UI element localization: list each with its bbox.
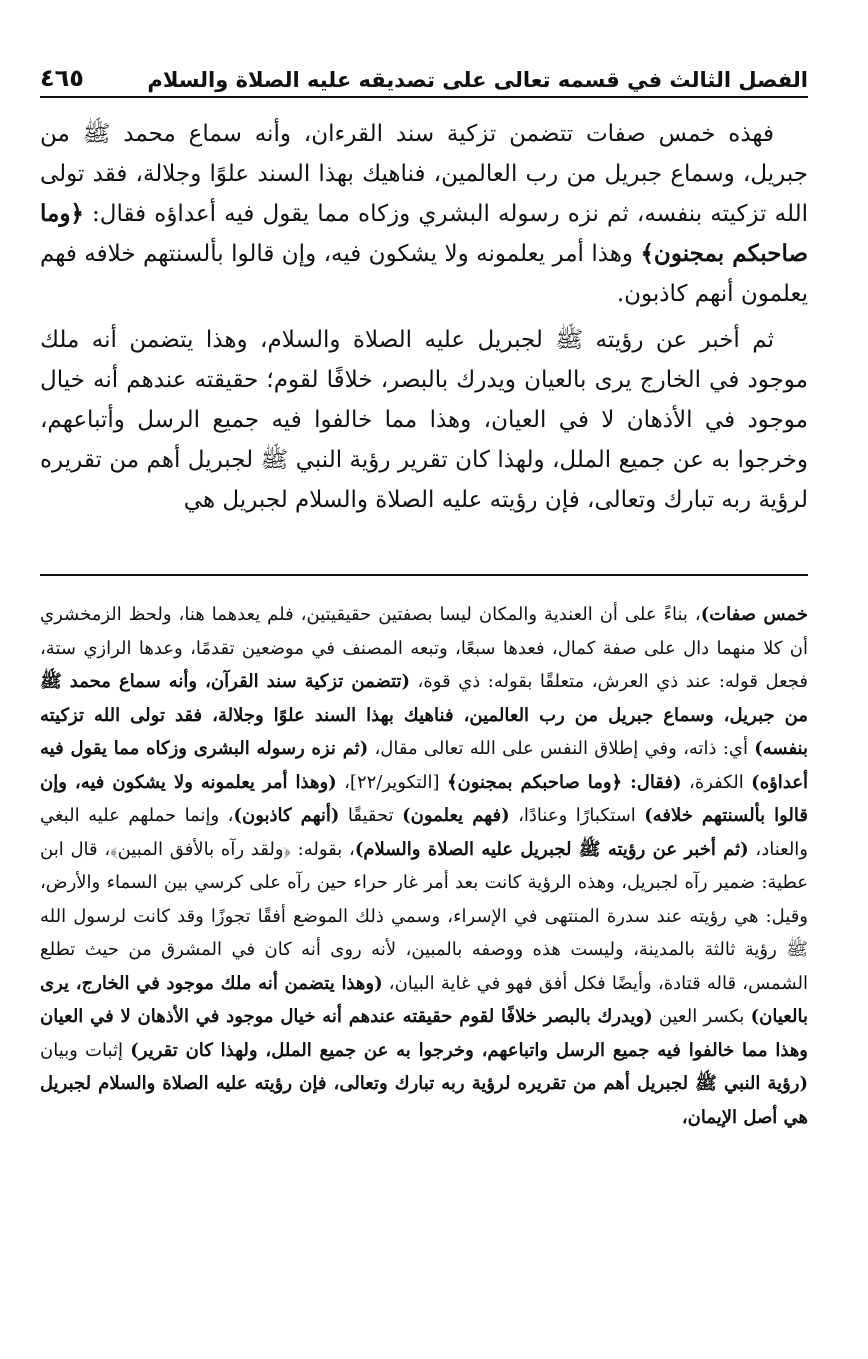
main-text-segment: وهذا أمر يعلمونه ولا يشكون فيه، وإن قالوا بألسنتهم خلافه فهم يعلمون أنهم كاذبون. [40, 241, 808, 307]
commentary-footnote [40, 598, 808, 1134]
quoted-matn-segment: (وهذا أمر يعلمونه ولا يشكون فيه، وإن قالوا بألسنتهم خلافه) [40, 771, 808, 826]
quoted-matn-segment: (وهذا يتضمن أنه ملك موجود في الخارج، يرى بالعيان) [40, 972, 808, 1027]
main-paragraph-1 [40, 114, 808, 314]
commentary-segment: بكسر العين [652, 1006, 751, 1027]
commentary-segment: ، بقوله: ﴿ولقد رآه بالأفق المبين﴾، قال ابن عطية: ضمير رآه لجبريل، وهذه الرؤية كانت بعد أمر غار حراء حين رآه على كرسي بين السماء والأرض، وقيل: هي رؤيته عند سدرة المنتهى في الإسراء، وسمي ذلك الموضع أفقًا تجوزًا وقد كانت لرسول الله ﷺ رؤية ثالثة بالمدينة، وليست هذه ووصفه بالمبين، لأنه روى أنه كان في المشرق من حيث تطلع الشمس، قاله قتادة، وأيضًا فكل أفق فهو في غاية البيان، [40, 838, 808, 994]
quoted-matn-segment: (ويدرك بالبصر خلافًا لقوم حقيقته عندهم أنه خيال موجود في الأذهان لا في العيان وهذا مما خالفوا فيه جميع الرسل واتباعهم، وخرجوا به عن جميع الملل، ولهذا كان تقرير) [40, 1006, 809, 1061]
commentary-segment: إثبات وبيان [40, 1039, 131, 1061]
quran-verse: ﴿وما صاحبكم بمجنون﴾ [40, 200, 808, 267]
commentary-segment: الكفرة، [681, 771, 752, 793]
main-text [40, 114, 808, 526]
quoted-matn-segment: (أنهم كاذبون) [233, 805, 340, 826]
main-paragraph-2 [40, 320, 808, 520]
main-text-segment: فهذه خمس صفات تتضمن تزكية سند القرءان، وأنه سماع محمد ﷺ من جبريل، وسماع جبريل من رب العالمين، فناهيك بهذا السند علوًا وجلالة، فقد تولى الله تزكيته بنفسه، ثم نزه رسوله البشري وزكاه مما يقول فيه أعداؤه فقال: [40, 121, 808, 227]
main-text-segment: ثم أخبر عن رؤيته ﷺ لجبريل عليه الصلاة والسلام، وهذا يتضمن أنه ملك موجود في الخارج يرى بالعيان ويدرك بالبصر، خلافًا لقوم؛ حقيقته عندهم أنه خيال موجود في الأذهان لا في العيان، وهذا مما خالفوا فيه جميع الرسل وأتباعهم، وخرجوا به عن جميع الملل، ولهذا كان تقرير رؤية النبي ﷺ لجبريل أهم من تقريره لرؤية ربه تبارك وتعالى، فإن رؤيته عليه الصلاة والسلام لجبريل هي [40, 327, 808, 513]
running-title: الفصل الثالث في قسمه تعالى على تصديقه عليه الصلاة والسلام [147, 68, 808, 92]
commentary-segment: ، بناءً على أن العندية والمكان ليسا بصفتين حقيقيتين، فلم يعدهما هنا، ولحظ الزمخشري أن كلا منهما دال على صفة كمال، فعدها سبعًا، وتبعه المصنف في موضعين تقدمًا، وعدها الرازي ستة، فجعل قوله: عند ذي العرش، متعلقًا بقوله: ذي قوة، [40, 604, 808, 692]
quoted-matn-segment: (ثم أخبر عن رؤيته ﷺ لجبريل عليه الصلاة والسلام) [354, 838, 749, 860]
quoted-matn-segment: (ثم نزه رسوله البشرى وزكاه مما يقول فيه أعداؤه) [40, 738, 809, 793]
footnote-divider [40, 574, 808, 576]
quoted-matn-segment: خمس صفات) [700, 604, 809, 625]
commentary-segment: [التكوير/٢٢]، [336, 771, 447, 793]
commentary-segment: استكبارًا وعنادًا، [509, 805, 645, 826]
quoted-matn-segment: (فقال: ﴿وما صاحبكم بمجنون﴾ [446, 771, 682, 793]
quoted-matn-segment: (رؤية النبي ﷺ لجبريل أهم من تقريره لرؤية ربه تبارك وتعالى، فإن رؤيته عليه الصلاة والسلام لجبريل هي أصل الإيمان، [40, 1073, 808, 1128]
quoted-matn-segment: (تتضمن تزكية سند القرآن، وأنه سماع محمد ﷺ من جبريل، وسماع جبريل من رب العالمين، فناهيك بهذا السند علوًا وجلالة، فقد تولى الله تزكيته بنفسه) [40, 671, 808, 759]
page-number: ٤٦٥ [40, 64, 84, 92]
commentary-segment: أي: ذاته، وفي إطلاق النفس على الله تعالى مقال، [368, 738, 755, 759]
commentary-segment: تحقيقًا [339, 805, 403, 826]
quoted-matn-segment: (فهم يعلمون) [402, 805, 510, 826]
page-header [40, 48, 808, 98]
commentary-segment: ، وإنما حملهم عليه البغي والعناد، [40, 805, 808, 860]
